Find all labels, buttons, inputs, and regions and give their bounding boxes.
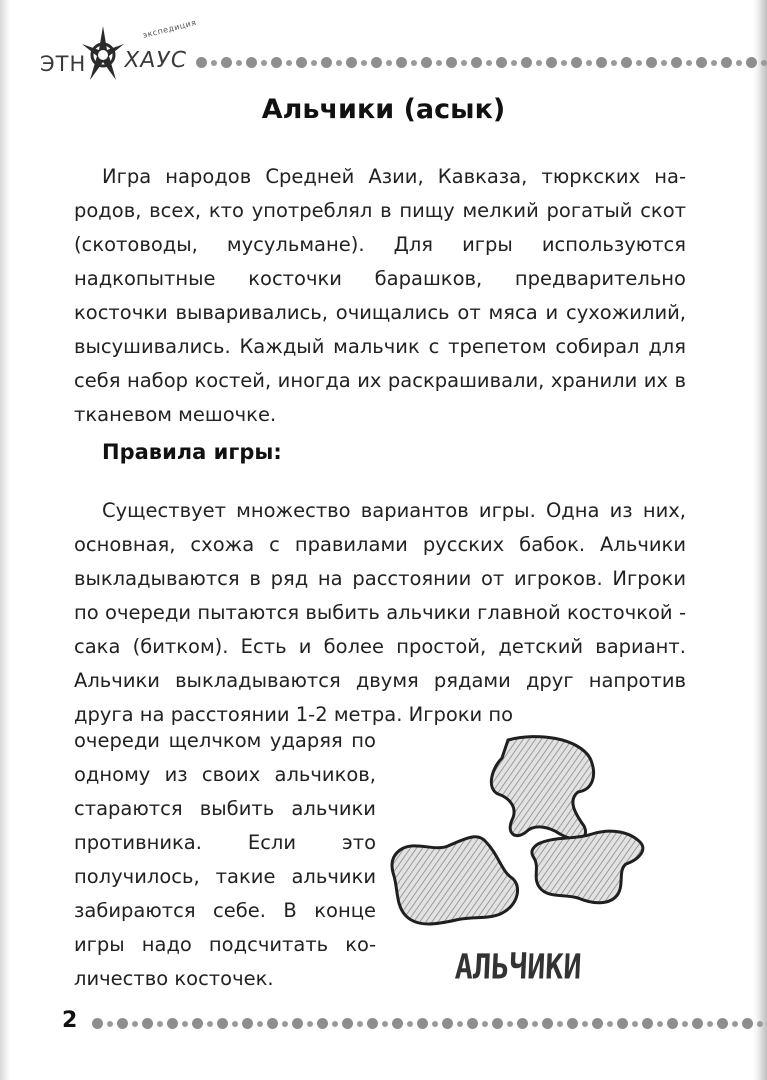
divider-dot [196, 57, 207, 68]
divider-dot [211, 60, 217, 66]
divider-dot [542, 1018, 553, 1029]
divider-dot [232, 1021, 238, 1027]
divider-dot [757, 1021, 763, 1027]
knucklebone-top [491, 737, 593, 839]
divider-dot [657, 1021, 663, 1027]
divider-dot [167, 1018, 178, 1029]
divider-dot [561, 60, 567, 66]
divider-dot [621, 57, 632, 68]
divider-dot [646, 57, 657, 68]
divider-dot [346, 57, 357, 68]
divider-dot [267, 1018, 278, 1029]
logo-text-left: ЭТН [40, 52, 87, 76]
page-number: 2 [62, 1008, 78, 1033]
divider-dot [92, 1018, 103, 1029]
divider-dot [261, 60, 267, 66]
divider-dot [536, 60, 542, 66]
divider-dot [392, 1018, 403, 1029]
divider-dot [411, 60, 417, 66]
dot-divider-bottom [92, 1018, 767, 1029]
dot-divider-top [196, 57, 767, 68]
divider-dot [532, 1021, 538, 1027]
divider-dot [292, 1018, 303, 1029]
divider-dot [311, 60, 317, 66]
divider-dot [682, 1021, 688, 1027]
logo-small-text: экспедиция [141, 17, 198, 40]
divider-dot [382, 1021, 388, 1027]
divider-dot [617, 1018, 628, 1029]
divider-dot [761, 60, 767, 66]
divider-dot [417, 1018, 428, 1029]
divider-dot [296, 57, 307, 68]
divider-dot [321, 57, 332, 68]
divider-dot [461, 60, 467, 66]
divider-dot [332, 1021, 338, 1027]
divider-dot [511, 60, 517, 66]
divider-dot [442, 1018, 453, 1029]
page-title: Альчики (асык) [261, 94, 506, 125]
divider-dot [217, 1018, 228, 1029]
divider-dot [696, 57, 707, 68]
divider-dot [557, 1021, 563, 1027]
divider-dot [157, 1021, 163, 1027]
divider-dot [182, 1021, 188, 1027]
divider-dot [492, 1018, 503, 1029]
divider-dot [671, 57, 682, 68]
divider-dot [117, 1018, 128, 1029]
divider-dot [667, 1018, 678, 1029]
divider-dot [236, 60, 242, 66]
divider-dot [642, 1018, 653, 1029]
divider-dot [342, 1018, 353, 1029]
page-edge-right [753, 0, 767, 1080]
divider-dot [271, 57, 282, 68]
divider-dot [396, 57, 407, 68]
divider-dot [571, 57, 582, 68]
divider-dot [707, 1021, 713, 1027]
logo-text-right: ХАУС [122, 48, 189, 73]
divider-dot [307, 1021, 313, 1027]
divider-dot [357, 1021, 363, 1027]
divider-dot [467, 1018, 478, 1029]
page-edge-left [0, 0, 10, 1080]
divider-dot [586, 60, 592, 66]
divider-dot [107, 1021, 113, 1027]
divider-dot [371, 57, 382, 68]
divider-dot [317, 1018, 328, 1029]
rules-paragraph: Существует множество вариантов игры. Одна из них, основная, схожа с правилами русских бабок. Альчики выкладываются в ряд на расстоянии от игроков. Игроки по очереди пытаются выбить альчики главной косточкой - сака (битком). Есть и более простой, детский вариант. Альчики выкладываются двумя рядами друг напротив друга на расстоянии 1-2 метра. Игроки по [74, 499, 686, 726]
knucklebone-right [532, 831, 643, 903]
divider-dot [336, 60, 342, 66]
divider-dot [386, 60, 392, 66]
divider-dot [367, 1018, 378, 1029]
divider-dot [692, 1018, 703, 1029]
divider-dot [486, 60, 492, 66]
divider-dot [246, 57, 257, 68]
divider-dot [521, 57, 532, 68]
divider-dot [496, 57, 507, 68]
divider-dot [596, 57, 607, 68]
divider-dot [432, 1021, 438, 1027]
divider-dot [436, 60, 442, 66]
divider-dot [407, 1021, 413, 1027]
divider-dot [582, 1021, 588, 1027]
divider-dot [142, 1018, 153, 1029]
divider-dot [742, 1018, 753, 1029]
divider-dot [746, 57, 757, 68]
rules-paragraph-continued: очереди щелчком ударяя по одному из своих альчиков, стараются выбить альчики противника. Если это получилось, такие альчики забираются себе. В конце игры надо подсчитать количество косточек. [74, 729, 376, 990]
divider-dot [507, 1021, 513, 1027]
divider-dot [736, 60, 742, 66]
knucklebone-left [392, 837, 518, 924]
divider-dot [686, 60, 692, 66]
divider-dot [482, 1021, 488, 1027]
divider-dot [711, 60, 717, 66]
rules-heading: Правила игры: [102, 440, 282, 464]
divider-dot [611, 60, 617, 66]
divider-dot [471, 57, 482, 68]
divider-dot [517, 1018, 528, 1029]
divider-dot [132, 1021, 138, 1027]
compass-star-icon [78, 22, 128, 88]
divider-dot [207, 1021, 213, 1027]
divider-dot [361, 60, 367, 66]
divider-dot [282, 1021, 288, 1027]
divider-dot [221, 57, 232, 68]
divider-dot [546, 57, 557, 68]
divider-dot [457, 1021, 463, 1027]
intro-paragraph: Игра народов Средней Азии, Кавказа, тюркских народов, всех, кто употреблял в пищу мелкий рогатый скот (скотоводы, мусульмане). Для игры используются надкопытные косточки барашков, предварительно косточки вываривались, очищались от мяса и сухожилий, высушивались. Каждый мальчик с трепетом собирал для себя набор костей, иногда их раскрашивали, хранили их в тканевом мешочке. [74, 165, 686, 426]
divider-dot [192, 1018, 203, 1029]
divider-dot [717, 1018, 728, 1029]
divider-dot [421, 57, 432, 68]
divider-dot [661, 60, 667, 66]
illustration-caption: АЛЬЧИКИ [454, 947, 583, 988]
divider-dot [636, 60, 642, 66]
divider-dot [732, 1021, 738, 1027]
divider-dot [567, 1018, 578, 1029]
divider-dot [242, 1018, 253, 1029]
divider-dot [607, 1021, 613, 1027]
divider-dot [286, 60, 292, 66]
divider-dot [721, 57, 732, 68]
divider-dot [446, 57, 457, 68]
divider-dot [257, 1021, 263, 1027]
divider-dot [632, 1021, 638, 1027]
divider-dot [592, 1018, 603, 1029]
